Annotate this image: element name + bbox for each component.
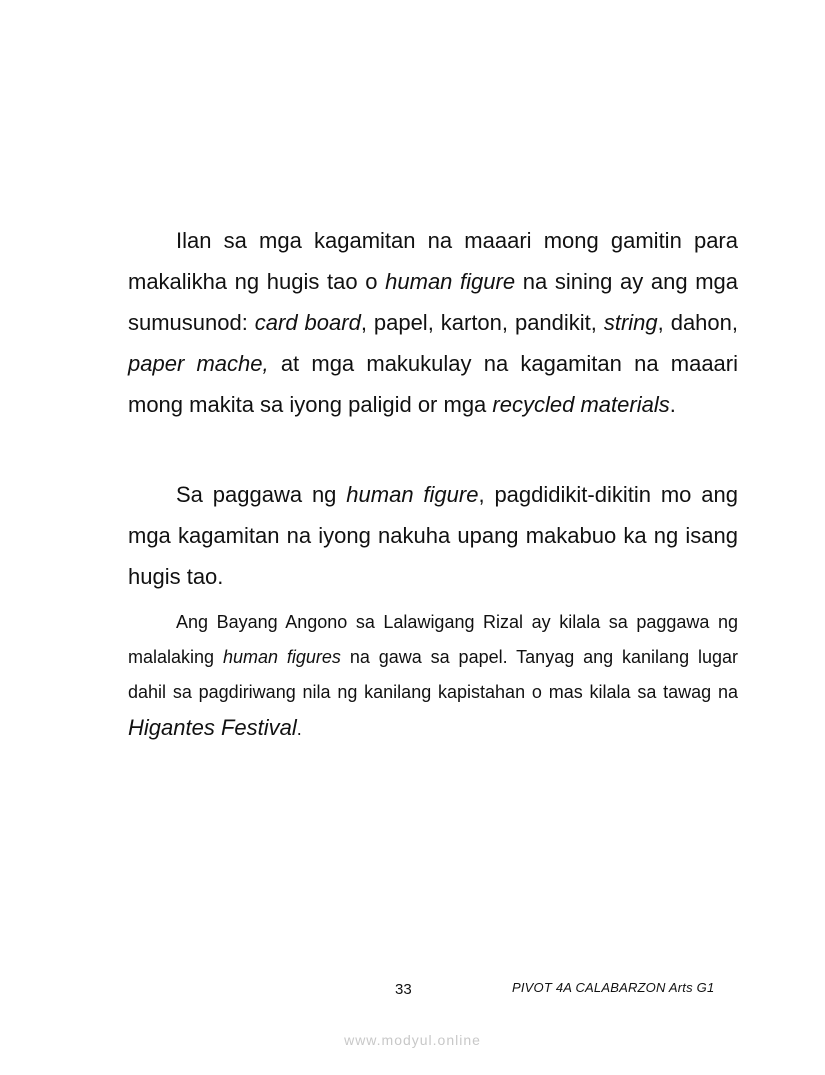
text: at mga makukulay na kagamitan na maaari mong makita sa iyong paligid or mga (128, 351, 739, 417)
italic-term: human figure (385, 269, 516, 294)
italic-term: card board (254, 310, 361, 335)
watermark: www.modyul.online (344, 1032, 481, 1048)
text: na sining ay ang mga sumusunod: (128, 269, 738, 335)
text: , dahon, (657, 310, 739, 335)
text: , pagdidikit-dikitin mo ang mga kagamitan na iyong nakuha upang makabuo ka ng isang hugis tao. (128, 482, 738, 589)
text: , papel, karton, pandikit, (360, 310, 604, 335)
text: na gawa sa papel. Tanyag ang kanilang lugar dahil sa pagdiriwang nila ng kanilang kapistahan o mas kilala sa tawag na (128, 647, 739, 702)
text: Ilan sa mga kagamitan na maaari mong gamitin para makalikha ng hugis tao o (128, 228, 738, 294)
italic-term: human figure (346, 482, 479, 507)
italic-term: string (603, 310, 658, 335)
text: . (669, 392, 676, 417)
paragraph-materials (128, 220, 738, 425)
paragraph-process (128, 474, 738, 597)
italic-term: human figures (222, 647, 341, 667)
italic-term: Higantes Festival (128, 715, 297, 740)
text: Ang Bayang Angono sa Lalawigang Rizal ay kilala sa paggawa ng malalaking (128, 612, 738, 667)
italic-term: paper mache, (128, 351, 269, 376)
text: Sa paggawa ng (176, 482, 347, 507)
italic-term: recycled materials (492, 392, 670, 417)
paragraph-angono (128, 605, 738, 747)
text: . (296, 719, 302, 739)
page-number: 33 (395, 981, 412, 998)
footer-title: PIVOT 4A CALABARZON Arts G1 (512, 980, 715, 995)
